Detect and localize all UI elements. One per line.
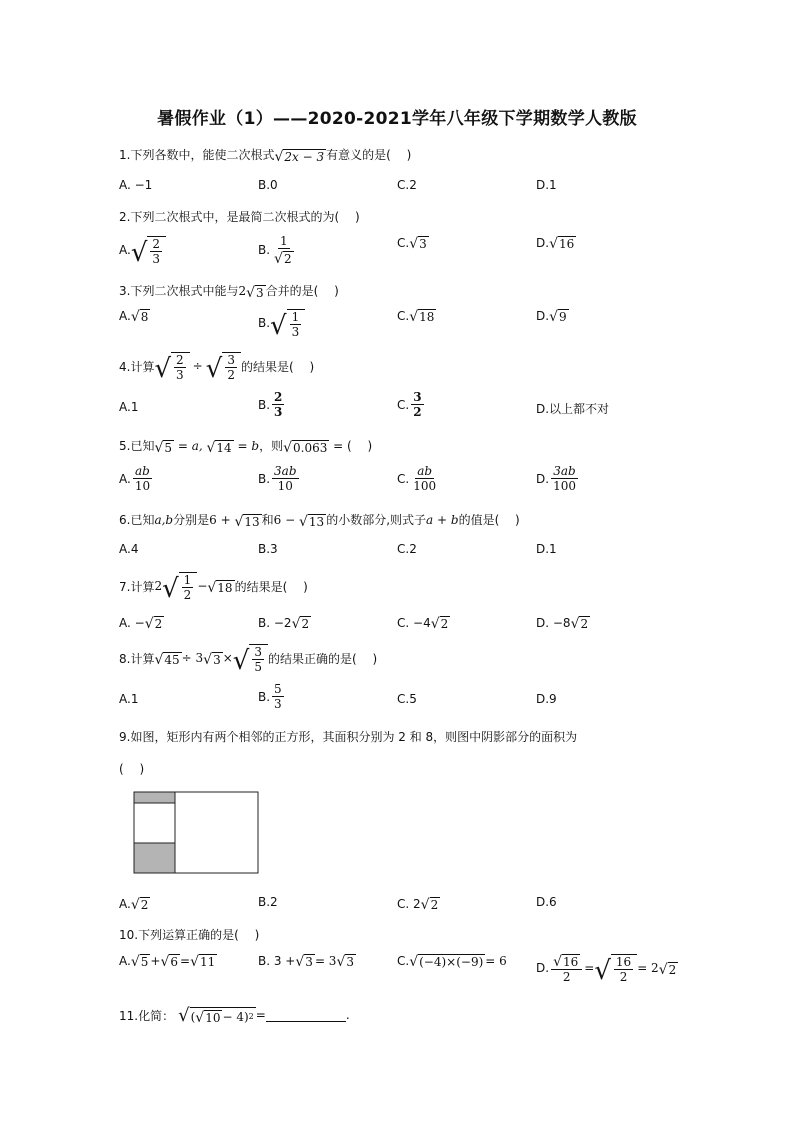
q3-option-d[interactable]: D. √ 9 bbox=[536, 308, 567, 325]
q8-option-c[interactable]: C.5 bbox=[397, 692, 417, 706]
question-4: 4.计算 √ 2 3 ÷ √ 3 2 的结果是( ) bbox=[119, 353, 315, 384]
q4-option-a[interactable]: A.1 bbox=[119, 400, 139, 414]
question-7: 7.计算 2 √ 1 2 − √ 18 的结果是( ) bbox=[119, 573, 308, 604]
q8-option-b[interactable]: B. 5 3 bbox=[258, 682, 282, 711]
question-11: 11.化简： √ ( √ 10 − 4) 2 = . bbox=[119, 1005, 350, 1026]
q8-option-d[interactable]: D.9 bbox=[536, 692, 557, 706]
page-title: 暑假作业（1）——2020-2021学年八年级下学期数学人教版 bbox=[157, 109, 637, 129]
q7-option-b[interactable]: B. −2 √ 2 bbox=[258, 615, 310, 632]
option-label: A. bbox=[119, 243, 131, 257]
q1-options bbox=[0, 178, 794, 212]
q5-option-b[interactable]: B. 3ab 10 bbox=[258, 464, 297, 493]
q9-option-d[interactable]: D.6 bbox=[536, 895, 557, 909]
q10-options bbox=[0, 952, 794, 986]
q10-option-c[interactable]: C. √ (−4)×(−9) = 6 bbox=[397, 953, 507, 970]
q7-option-d[interactable]: D. −8 √ 2 bbox=[536, 615, 589, 632]
q5-option-d[interactable]: D. 3ab 100 bbox=[536, 464, 576, 493]
q2-option-b[interactable]: B. 1 √ 2 bbox=[258, 234, 292, 267]
q3-option-c[interactable]: C. √ 18 bbox=[397, 308, 435, 325]
option-label: B. bbox=[258, 243, 271, 257]
q2-option-c[interactable]: C. √ 3 bbox=[397, 235, 427, 252]
q1-option-a[interactable]: A. −1 bbox=[119, 178, 153, 192]
shaded-strip-top bbox=[134, 792, 175, 803]
q4-option-b[interactable]: B. 2 3 bbox=[258, 390, 283, 419]
q5-options bbox=[0, 464, 794, 498]
q3-option-a[interactable]: A. √ 8 bbox=[119, 308, 149, 325]
q1-option-c[interactable]: C.2 bbox=[397, 178, 417, 192]
question-5: 5.已知 √ 5 = a, √ 14 = b，则 √ 0.063 = ( ) bbox=[119, 439, 373, 456]
option-label: D. bbox=[536, 235, 550, 250]
q6-option-a[interactable]: A.4 bbox=[119, 542, 139, 556]
q4-option-d[interactable]: D.以上都不对 bbox=[536, 402, 610, 416]
q6-option-b[interactable]: B.3 bbox=[258, 542, 278, 556]
q1-option-b[interactable]: B.0 bbox=[258, 178, 278, 192]
small-square bbox=[134, 803, 175, 843]
q3-option-b[interactable]: B. √ 1 3 bbox=[258, 307, 305, 339]
q10-option-a[interactable]: A. √ 5 + √ 6 = √ 11 bbox=[119, 953, 216, 970]
question-6: 6.已知a,b分别是6 + √ 13 和6 − √ 13 的小数部分,则式子a + b的值是( ) bbox=[119, 513, 520, 530]
q1-option-d[interactable]: D.1 bbox=[536, 178, 557, 192]
q5-option-a[interactable]: A. ab 10 bbox=[119, 464, 151, 493]
q9-option-c[interactable]: C. 2 √ 2 bbox=[397, 896, 439, 913]
q6-option-d[interactable]: D.1 bbox=[536, 542, 557, 556]
option-label: C. bbox=[397, 235, 410, 250]
q4-option-c[interactable]: C. 3 2 bbox=[397, 390, 422, 419]
q1-stem: 1.下列各数中，能使二次根式 bbox=[119, 148, 275, 162]
q8-options bbox=[0, 682, 794, 716]
q2-options bbox=[0, 234, 794, 268]
question-8: 8.计算 √ 45 ÷ 3 √ 3 × √ 3 5 的结果正确的是( ) bbox=[119, 645, 378, 676]
question-1 bbox=[119, 146, 411, 164]
q3-options bbox=[0, 307, 794, 341]
q9-options bbox=[0, 895, 794, 929]
q8-option-a[interactable]: A.1 bbox=[119, 692, 139, 706]
question-2: 2.下列二次根式中，是最简二次根式的为( ) bbox=[119, 210, 360, 224]
q9-option-b[interactable]: B.2 bbox=[258, 895, 278, 909]
question-3: 3.下列二次根式中能与2 √ 3 合并的是( ) bbox=[119, 284, 339, 301]
question-10: 10.下列运算正确的是( ) bbox=[119, 928, 260, 942]
q10-option-b[interactable]: B. 3 + √ 3 = 3 √ 3 bbox=[258, 953, 355, 970]
q10-option-d[interactable]: D. √ 16 2 = √ 16 2 = 2 √ 2 bbox=[536, 954, 677, 986]
q1-tail: 有意义的是( ) bbox=[326, 148, 412, 162]
q4-options bbox=[0, 390, 794, 424]
q1-radical: √ 2x − 3 bbox=[274, 149, 325, 165]
q7-option-a[interactable]: A. − √ 2 bbox=[119, 615, 163, 632]
q2-option-d[interactable]: D. √ 16 bbox=[536, 235, 575, 252]
q9-option-a[interactable]: A. √ 2 bbox=[119, 896, 149, 913]
q6-option-c[interactable]: C.2 bbox=[397, 542, 417, 556]
shaded-region-bottom bbox=[134, 843, 175, 873]
question-9: 9.如图，矩形内有两个相邻的正方形，其面积分别为 2 和 8，则图中阴影部分的面积为 bbox=[119, 730, 578, 744]
q7-option-c[interactable]: C. −4 √ 2 bbox=[397, 615, 449, 632]
q5-option-c[interactable]: C. ab 100 bbox=[397, 464, 437, 493]
answer-blank[interactable] bbox=[266, 1009, 346, 1022]
q2-option-a[interactable]: A. √ 2 3 bbox=[119, 234, 166, 266]
rectangle-squares-figure bbox=[130, 790, 264, 876]
question-9-paren: ( ) bbox=[119, 762, 145, 776]
